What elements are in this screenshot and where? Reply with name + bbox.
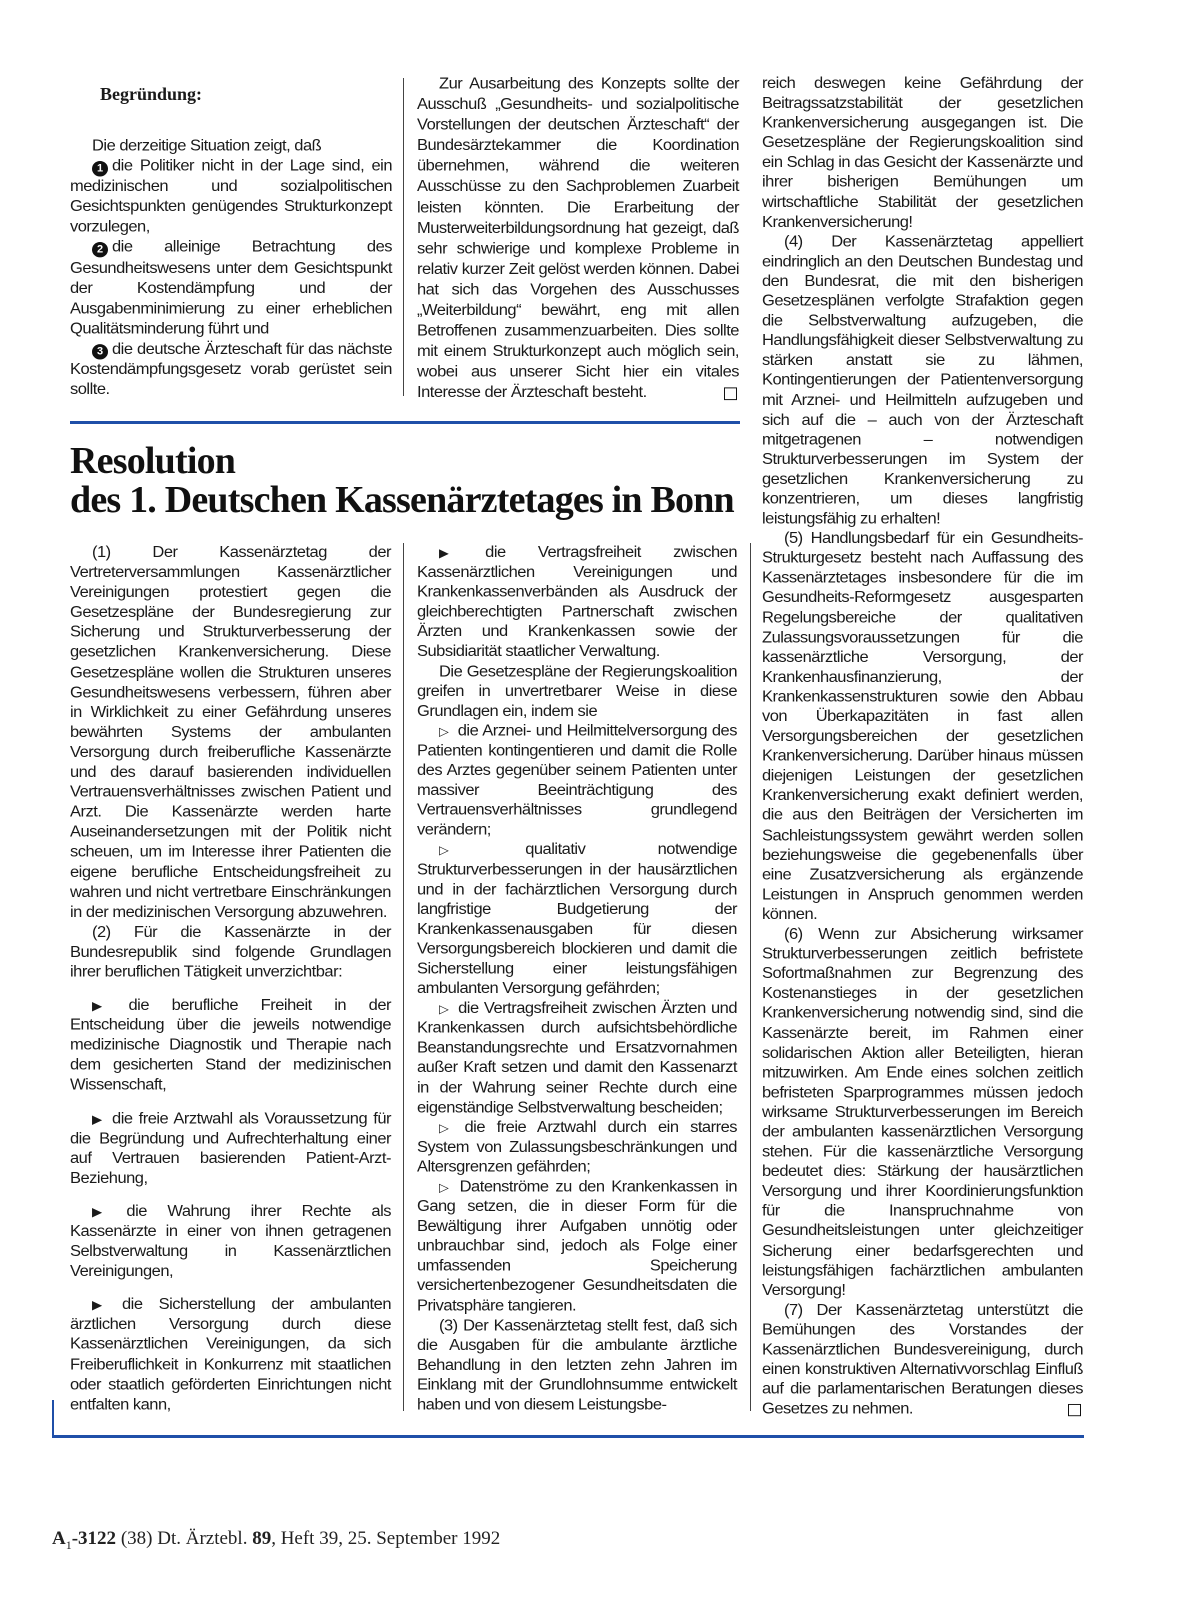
resolution-subtitle: des 1. Deutschen Kassenärztetages in Bonn bbox=[70, 479, 734, 521]
section-heading: Begründung: bbox=[100, 84, 203, 104]
bullet-item: ▷ qualitativ notwendige Strukturverbesserungen in der hausärztlichen und in der fachärztlichen Versorgung durch langfristige Budgetierung der Krankenkassenausgaben für diesen Versorgungsbereich blockieren und damit die Sicherstellung einer leistungsfähigen ambulanten Versorgung gefährden; bbox=[417, 841, 738, 997]
end-mark-icon bbox=[724, 388, 737, 401]
paragraph: (2) Für die Kassenärzte in der Bundesrepublik sind folgende Grundlagen ihrer beruflichen Tätigkeit unverzichtbar: bbox=[70, 923, 391, 981]
section-rule bbox=[70, 421, 740, 424]
open-triangle-bullet-icon: ▷ bbox=[439, 1180, 452, 1195]
list-item: 1 die Politiker nicht in der Lage sind, ein medizinischen und sozialpolitischen Gesichtspunkten genügendes Strukturkonzept vorzulegen, bbox=[70, 157, 392, 236]
triangle-bullet-icon: ▶ bbox=[92, 1204, 119, 1219]
list-item: 3 die deutsche Ärzteschaft für das nächste Kostendämpfungsgesetz vorab gerüstet sein sollte. bbox=[70, 340, 392, 399]
paragraph: (4) Der Kassenärztetag appelliert eindringlich an den Deutschen Bundestag und den Bundesrat, die mit den bisherigen Gesetzesplänen verfolgte Strafaktion gegen die Selbstverwaltung aufzugeben, die Handlungsfähigkeit dieser Selbstverwaltung zu stärken anstatt sie zu lähmen, Kontingentierungen der Patientenversorgung mit Arznei- und Heilmitteln aufzugeben und sich auf die – auch von der Ärzteschaft mitgetragenen – notwendigen Strukturverbesserungen im System der gesetzlichen Krankenversicherung zu konzentrieren, um dieses langfristig leistungsfähig zu erhalten! bbox=[762, 233, 1083, 528]
bullet-item: ▶ die Vertragsfreiheit zwischen Kassenärztlichen Vereinigungen und Krankenkassenverbänden als Ausdruck der gleichberechtigten Partnerschaft zwischen Ärzten und Krankenkassen sowie der Subsidiarität staatlicher Verwaltung. bbox=[417, 543, 737, 660]
resolution-title: Resolution bbox=[70, 440, 236, 482]
frame-left-line bbox=[52, 1400, 54, 1437]
column-divider bbox=[403, 543, 404, 1411]
triangle-bullet-icon: ▶ bbox=[92, 1297, 114, 1313]
column-begruendung bbox=[70, 136, 392, 400]
number-3-icon: 3 bbox=[92, 344, 108, 359]
paragraph: Die derzeitige Situation zeigt, daß bbox=[92, 136, 322, 155]
triangle-bullet-icon: ▶ bbox=[92, 1111, 105, 1126]
bullet-item: ▶ die freie Arztwahl als Voraussetzung für die Begründung und Aufrechterhaltung einer auf Vertrauen basierenden Patient-Arzt-Beziehung, bbox=[70, 1109, 391, 1187]
paragraph: (1) Der Kassenärztetag der Vertreterversammlungen Kassenärztlicher Vereinigungen protestiert gegen die Gesetzespläne der Bundesregierung zur Sicherung und Strukturverbesserung der gesetzlichen Krankenversicherung. Diese Gesetzespläne wollen die Strukturen unseres Gesundheitswesens verbessern, führen aber in Wirklichkeit zu einer Gefährdung unseres bewährten Systems der ambulanten Versorgung durch freiberufliche Kassenärzte und des darauf basierenden individuellen Vertrauensverhältnisses zwischen Patient und Arzt. Die Kassenärzte werden harte Auseinandersetzungen mit der Politik nicht scheuen, um im Interesse ihrer Patienten die eigene berufliche Entscheidungsfreiheit zu wahren und nicht vertretbare Einschränkungen in der medizinischen Versorgung abzuwehren. bbox=[70, 543, 391, 921]
column-divider bbox=[403, 78, 404, 396]
open-triangle-bullet-icon: ▷ bbox=[439, 843, 518, 858]
open-triangle-bullet-icon: ▷ bbox=[439, 724, 450, 739]
bullet-item: ▷ die Vertragsfreiheit zwischen Ärzten und Krankenkassen durch aufsichtsbehördliche Beanstandungsrechte und Ersatzvornahmen außer Kraft setzen und damit den Kassenarzt in der Wahrung seiner Rechte durch eine eigenständige Selbstverwaltung bescheiden; bbox=[417, 999, 738, 1116]
column-konzept bbox=[417, 74, 739, 404]
paragraph: (5) Handlungsbedarf für ein Gesundheits-Strukturgesetz besteht nach Auffassung des Kassenärztetages insbesondere für die im Gesundheits-Reformgesetz ausgesparten Regelungsbereiche der qualitativen Zulassungsvoraussetzungen für die kassenärztliche Versorgung, der Krankenhausfinanzierung, der Krankenkassenstrukturen sowie den Abbau von Überkapazitäten in fast allen Versorgungsbereichen der gesetzlichen Krankenversicherung. Darüber hinaus müssen diejenigen Leistungen der gesetzlichen Krankenversicherung exakt definiert werden, die aus den Beiträgen der Versicherten im Sachleistungssystem gewährt werden sollen beziehungsweise die gegebenenfalls über eine Zusatzversicherung als ergänzende Leistungen in Anspruch genommen werden können. bbox=[762, 529, 1083, 923]
paragraph: (7) Der Kassenärztetag unterstützt die Bemühungen des Vorstandes der Kassenärztlichen Bundesvereinigung, durch einen konstruktiven Alternativvorschlag Einfluß auf die parlamentarischen Beratungen dieses Gesetzes zu nehmen. bbox=[762, 1301, 1083, 1418]
end-mark-icon bbox=[1068, 1404, 1081, 1416]
bullet-item: ▶ die Sicherstellung der ambulanten ärztlichen Versorgung durch diese Kassenärztlichen Vereinigungen, da sich Freiberuflichkeit in Konkurrenz mit staatlichen oder staatlich geförderten Einrichtungen nicht entfalten kann, bbox=[70, 1295, 391, 1413]
list-item: 2 die alleinige Betrachtung des Gesundheitswesens unter dem Gesichtspunkt der Kostendämpfung und der Ausgabenminimierung zu einer erheblichen Qualitätsminderung führt und bbox=[70, 238, 392, 338]
paragraph: (3) Der Kassenärztetag stellt fest, daß sich die Ausgaben für die ambulante ärztliche Behandlung in den letzten zehn Jahren im Einklang mit der Grundlohnsumme entwickelt haben und von diesem Leistungsbe- bbox=[417, 1316, 737, 1414]
column-resolution-2 bbox=[417, 543, 737, 1415]
column-divider bbox=[750, 543, 751, 1411]
triangle-bullet-icon: ▶ bbox=[439, 545, 478, 560]
number-1-icon: 1 bbox=[92, 161, 108, 176]
bottom-rule bbox=[52, 1435, 1084, 1438]
triangle-bullet-icon: ▶ bbox=[92, 998, 121, 1013]
number-2-icon: 2 bbox=[92, 242, 108, 257]
bullet-item: ▷ Datenströme zu den Krankenkassen in Gang setzen, die in dieser Form für die Bewältigung ihrer Aufgaben unnötig oder unbrauchbar sind, jedoch als Folge einer umfassenden Speicherung versichertenbezogener Gesundheitsdaten die Privatsphäre tangieren. bbox=[417, 1178, 738, 1315]
column-resolution-1 bbox=[70, 543, 391, 1415]
column-resolution-3 bbox=[762, 74, 1083, 1419]
page-footer: $A_1-3122$ (38) Dt. Ärztebl. 89, Heft 39, 25. September 1992 bbox=[52, 1528, 501, 1552]
bullet-item: ▷ die Arznei- und Heilmittelversorgung des Patienten kontingentieren und damit die Rolle des Arztes gegenüber seinem Patienten unter massiver Beeinträchtigung des Vertrauensverhältnisses grundlegend verändern; bbox=[417, 722, 737, 839]
paragraph: Die Gesetzespläne der Regierungskoalition greifen in unvertretbarer Weise in diese Grundlagen ein, indem sie bbox=[417, 662, 737, 720]
paragraph: reich deswegen keine Gefährdung der Beitragssatzstabilität der gesetzlichen Krankenversicherung ausgegangen ist. Die Gesetzespläne der Regierungskoalition sind ein Schlag in das Gesicht der Kassenärzte und ihrer bisherigen Bemühungen um wirtschaftliche Stabilität der gesetzlichen Krankenversicherung! bbox=[762, 74, 1083, 231]
open-triangle-bullet-icon: ▷ bbox=[439, 1120, 457, 1135]
bullet-item: ▷ die freie Arztwahl durch ein starres System von Zulassungsbeschränkungen und Altersgrenzen gefährden; bbox=[417, 1118, 737, 1176]
bullet-item: ▶ die berufliche Freiheit in der Entscheidung über die jeweils notwendige medizinische Diagnostik und Therapie nach dem gesicherten Stand der medizinischen Wissenschaft, bbox=[70, 996, 392, 1094]
paragraph: (6) Wenn zur Absicherung wirksamer Strukturverbesserungen zeitlich befristete Sofortmaßnahmen zur Begrenzung des Kostenanstieges in der gesetzlichen Krankenversicherung notwendig sind, sind die Kassenärzte bereit, im Rahmen einer solidarischen Aktion aller Beteiligten, hieran mitzuwirken. Am Ende eines solchen zeitlich befristeten Sparprogrammes müssen jedoch wirksame Strukturverbesserungen im Bereich der ambulanten kassenärztlichen Versorgung stehen. Für die kassenärztliche Versorgung bedeutet dies: Stärkung der hausärztlichen Versorgung und ihrer Koordinierungsfunktion für die Inanspruchnahme von Gesundheitsleistungen unter gleichzeitiger Sicherung einer bedarfsgerechten und leistungsfähigen fachärztlichen ambulanten Versorgung! bbox=[762, 925, 1083, 1299]
paragraph: Zur Ausarbeitung des Konzepts sollte der Ausschuß „Gesundheits- und sozialpolitische Vorstellungen der deutschen Ärzteschaft“ der Bundesärztekammer die Koordination übernehmen, während die weiteren Ausschüsse zu den Sachproblemen Zuarbeit leisten könnten. Die Erarbeitung der Musterweiterbildungsordnung hat gezeigt, daß sehr schwierige und komplexe Probleme in relativ kurzer Zeit gelöst werden können. Dabei hat sich das Vorgehen des Ausschusses „Weiterbildung“ bewährt, eng mit allen Betroffenen zusammenzuarbeiten. Dies sollte mit einem Strukturkonzept auch möglich sein, wobei aus unserer Sicht hier ein vitales Interesse der Ärzteschaft besteht. bbox=[417, 74, 739, 402]
open-triangle-bullet-icon: ▷ bbox=[439, 1001, 451, 1016]
bullet-item: ▶ die Wahrung ihrer Rechte als Kassenärzte in einer von ihnen getragenen Selbstverwaltung in Kassenärztlichen Vereinigungen, bbox=[70, 1202, 392, 1280]
